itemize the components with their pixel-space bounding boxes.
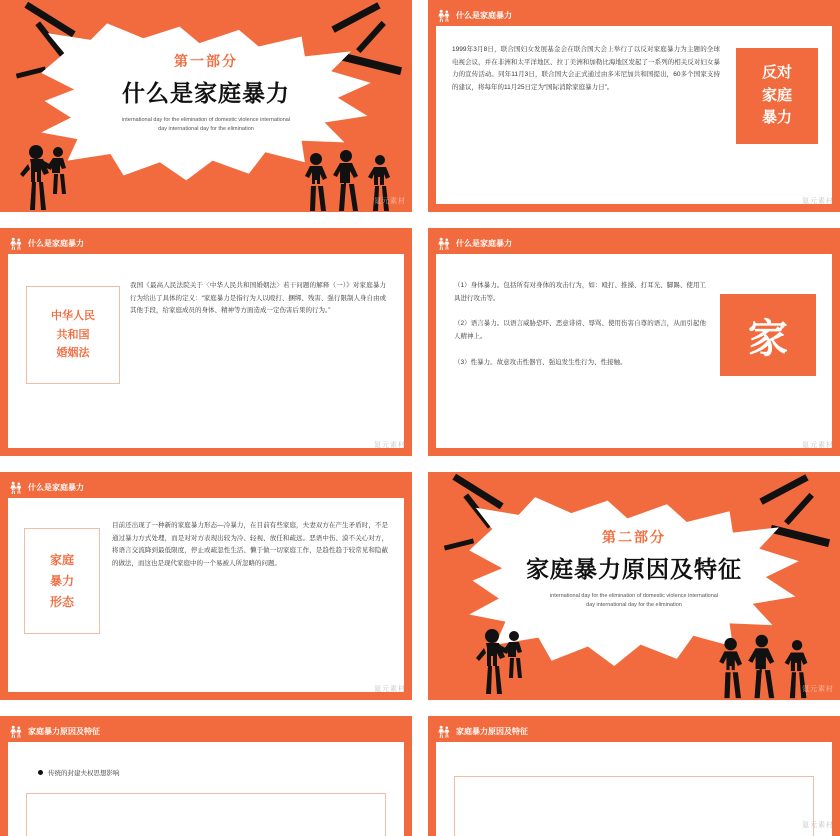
watermark: 氪元素材 <box>802 442 834 449</box>
family-icon <box>10 481 23 494</box>
watermark: 氪元素材 <box>802 822 834 829</box>
body-text-block <box>130 254 404 328</box>
slide-1-cover[interactable] <box>0 0 412 212</box>
content-placeholder-box <box>26 793 386 836</box>
bullet-label: 传统的封建夫权思想影响 <box>48 770 120 777</box>
paragraph: 目前还出现了一种新的家庭暴力形态—冷暴力，在目前有些家庭，夫妻双方在产生矛盾时，不是通过暴力方式处理，而是对对方表现出较为冷、轻视、放任和疏远。恶语中伤、漠不关心对方，将语言交流降到最低限度，停止或疏忽性生活、懒于做一切家庭工作，是趋性趋于较常见和隐蔽的做法，而这也是现代家庭中的一个易被人所忽略的问题。 <box>112 522 388 568</box>
keyword-line-2: 暴力 <box>49 573 74 588</box>
cover-subtitle-line1: international day for the elimination of domestic violence international <box>121 116 291 123</box>
list-item: （2）语言暴力。以语言威胁恐吓、恶意诽谤、辱骂、使用伤害自尊的语言，从而引起他人精神上。 <box>454 320 706 341</box>
slide-header <box>8 235 404 251</box>
keyword-line-3: 婚姻法 <box>56 347 90 360</box>
slide-7-content[interactable] <box>0 716 412 836</box>
slide-body <box>436 254 832 448</box>
page-title: 什么是家庭暴力 <box>122 79 290 106</box>
list-item: （3）性暴力。故意攻击性器官、强迫发生性行为、性接触。 <box>454 358 627 366</box>
slide-5-content[interactable] <box>0 472 412 700</box>
slide-header-label: 什么是家庭暴力 <box>456 238 512 248</box>
slide-header-label: 什么是家庭暴力 <box>456 10 512 20</box>
slide-4-content[interactable] <box>428 228 840 456</box>
family-icon <box>10 725 23 738</box>
burst-spike-icon <box>24 2 75 38</box>
burst-spike-icon <box>356 21 386 53</box>
paragraph: 我国《最高人民法院关于〈中华人民共和国婚姻法〉若干问题的解释（一）》对家庭暴力行为给出了具体的定义：“家庭暴力是指行为人以殴打、捆绑、残害、强行限制人身自由或其他手段，给家庭成员的身体、精神等方面造成一定伤害后果的行为。” <box>130 282 386 315</box>
cover-text-block <box>0 51 412 135</box>
cover-text-block <box>428 527 840 611</box>
slide-body <box>436 26 832 204</box>
family-icon <box>438 725 451 738</box>
paragraph: 1999年3月8日，联合国妇女发展基金会在联合国大会上举行了以反对家庭暴力为主题的全球电视会议，并在非洲和太平洋地区、拉丁美洲和加勒比海地区发起了一系列的相关反对妇女暴力的宣传活动。同年11月3日，联合国大会正式通过由多米尼加共和国提出，60多个国家支持的建议，将每年的11月25日定为“国际消除家庭暴力日”。 <box>452 46 720 92</box>
body-text-block <box>112 498 404 581</box>
cover-subtitle-line1: international day for the elimination of domestic violence international <box>549 592 719 599</box>
slide-header-label: 家庭暴力原因及特征 <box>456 726 528 736</box>
page-title: 家庭暴力原因及特征 <box>526 555 742 582</box>
content-placeholder-box <box>454 776 814 836</box>
body-text-block <box>436 26 732 204</box>
slide-header-label: 家庭暴力原因及特征 <box>28 726 100 736</box>
keyword-box <box>24 528 100 634</box>
slide-2-content[interactable] <box>428 0 840 212</box>
watermark: 氪元素材 <box>802 686 834 693</box>
cover-subtitle-line2: day international day for the elimination <box>586 602 682 609</box>
family-icon <box>438 9 451 22</box>
section-label: 第二部分 <box>602 528 666 545</box>
badge-line-2: 家庭 <box>761 86 792 104</box>
slide-3-content[interactable] <box>0 228 412 456</box>
family-icon <box>10 237 23 250</box>
slide-header <box>436 723 832 739</box>
slide-header-label: 什么是家庭暴力 <box>28 238 84 248</box>
family-silhouette-left-icon <box>6 142 84 212</box>
list-item: （1）身体暴力。包括所有对身体的攻击行为，如：殴打、推搡、打耳光、脚踢、使用工具进行攻击等。 <box>454 282 706 302</box>
slide-body <box>8 742 404 836</box>
badge-line-1: 反对 <box>761 64 792 82</box>
slide-6-cover[interactable] <box>428 472 840 700</box>
body-text-block <box>436 254 716 448</box>
keyword-line-2: 共和国 <box>56 328 90 341</box>
family-icon <box>438 237 451 250</box>
slide-header <box>436 235 832 251</box>
slide-body <box>8 498 404 692</box>
slide-header <box>436 7 832 23</box>
slide-header <box>8 723 404 739</box>
burst-spike-icon <box>452 474 503 510</box>
watermark: 氪元素材 <box>374 198 406 205</box>
slide-body <box>436 742 832 836</box>
family-silhouette-left-icon <box>462 622 540 700</box>
keyword-line-1: 中华人民 <box>51 309 95 322</box>
big-character-block: 家 <box>720 294 816 376</box>
highlight-badge <box>736 48 818 144</box>
bullet-dot-icon <box>38 770 43 775</box>
keyword-box <box>26 286 120 384</box>
section-label: 第一部分 <box>174 52 238 69</box>
watermark: 氪元素材 <box>374 686 406 693</box>
bullet-row <box>38 768 404 777</box>
burst-spike-icon <box>784 493 814 525</box>
slide-header <box>8 479 404 495</box>
cover-subtitle-line2: day international day for the elimination <box>158 126 254 133</box>
slide-8-content[interactable] <box>428 716 840 836</box>
badge-line-3: 暴力 <box>761 109 792 127</box>
slide-body <box>8 254 404 448</box>
keyword-line-1: 家庭 <box>49 552 74 567</box>
watermark: 氪元素材 <box>374 442 406 449</box>
slide-header-label: 什么是家庭暴力 <box>28 482 84 492</box>
keyword-line-3: 形态 <box>49 594 74 609</box>
watermark: 氪元素材 <box>802 198 834 205</box>
